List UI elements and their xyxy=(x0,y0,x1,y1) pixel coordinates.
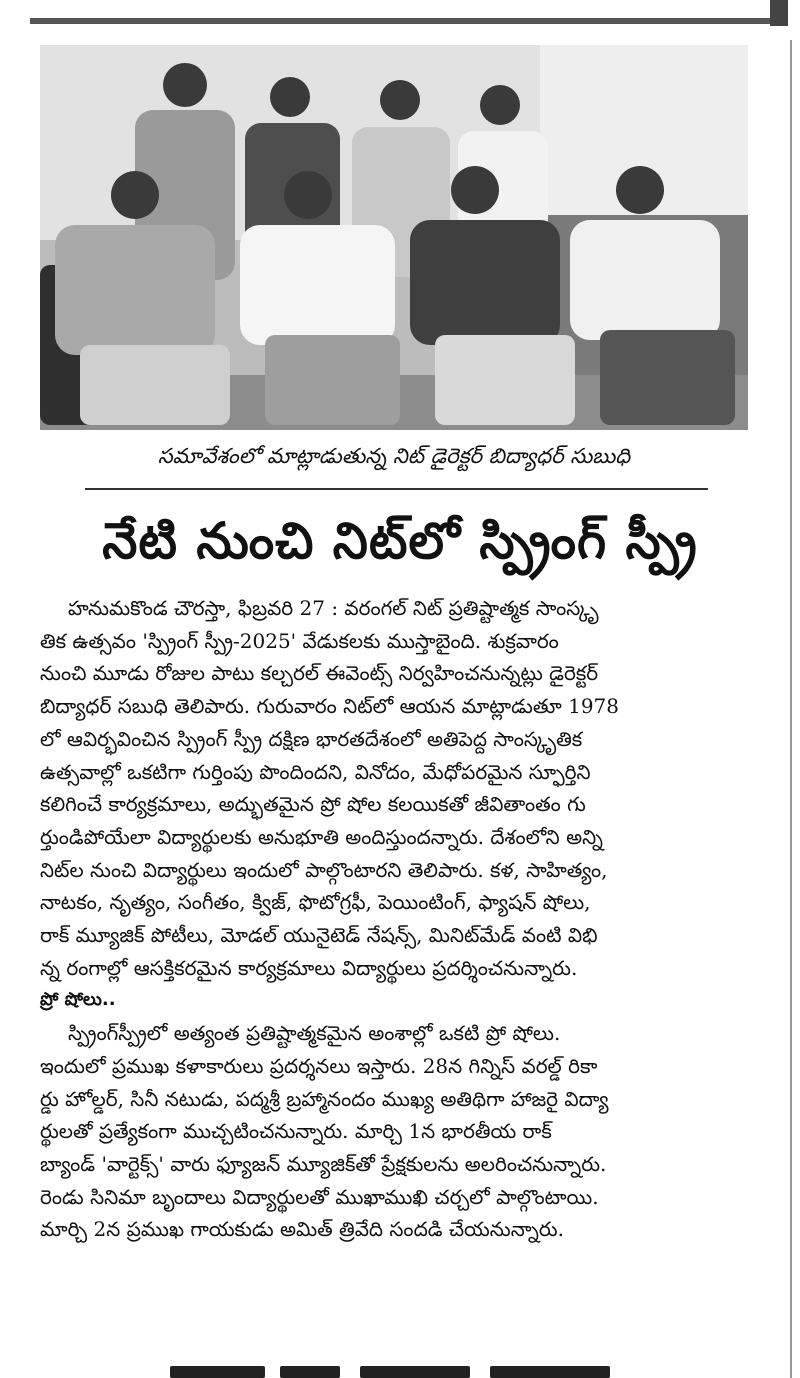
body-line: లో ఆవిర్భవించిన స్ప్రింగ్ స్ప్రీ దక్షిణ భారతదేశంలో అతిపెద్ద సాంస్కృతిక xyxy=(40,726,583,751)
body-line: ఉత్సవాల్లో ఒకటిగా గుర్తింపు పొందిందని, వినోదం, మేధోపరమైన స్ఫూర్తిని xyxy=(40,759,591,784)
body-line: బిద్యాధర్ సబుధి తెలిపారు. గురువారం నిట్‌లో ఆయన మాట్లాడుతూ 1978 xyxy=(40,694,619,719)
subheading: ప్రో షోలు.. xyxy=(40,989,116,1011)
article-body xyxy=(40,592,760,1246)
body-line: ర్తుండిపోయేలా విద్యార్థులకు అనుభూతి అందిస్తుందన్నారు. దేశంలోని అన్ని xyxy=(40,824,603,849)
caption-divider xyxy=(85,488,708,490)
body-line: రాక్ మ్యూజిక్ పోటీలు, మోడల్ యునైటెడ్ నేషన్స్, మినిట్‌మేడ్ వంటి విభి xyxy=(40,923,598,948)
cut-off-text-fragment xyxy=(490,1366,610,1378)
cut-off-text-fragment xyxy=(170,1366,265,1378)
photo-caption: సమావేశంలో మాట్లాడుతున్న నిట్ డైరెక్టర్ బిద్యాధర్ సుబుధి xyxy=(157,444,631,468)
body-line: నాటకం, నృత్యం, సంగీతం, క్విజ్, ఫొటోగ్రఫీ, పెయింటింగ్, ఫ్యాషన్ షోలు, xyxy=(40,890,591,915)
body-line: మార్చి 2న ప్రముఖ గాయకుడు అమిత్ త్రివేది సందడి చేయనున్నారు. xyxy=(40,1217,564,1242)
body-line: ఇందులో ప్రముఖ కళాకారులు ప్రదర్శనలు ఇస్తారు. 28న గిన్నిస్ వరల్డ్ రికా xyxy=(40,1053,598,1078)
top-rule-end xyxy=(770,0,788,26)
body-line: హనుమకొండ చౌరస్తా, ఫిబ్రవరి 27 : వరంగల్ నిట్ ప్రతిష్టాత్మక సాంస్కృ xyxy=(68,596,599,620)
body-line: నుంచి మూడు రోజుల పాటు కల్చరల్ ఈవెంట్స్ నిర్వహించనున్నట్లు డైరెక్టర్ xyxy=(40,661,599,686)
column-divider xyxy=(790,40,792,1378)
body-line: ర్డు హోల్డర్, సినీ నటుడు, పద్మశ్రీ బ్రహ్మానందం ముఖ్య అతిథిగా హాజరై విద్యా xyxy=(40,1086,609,1111)
body-line: న్న రంగాల్లో ఆసక్తికరమైన కార్యక్రమాలు విద్యార్థులు ప్రదర్శించనున్నారు. xyxy=(40,955,578,980)
group-photo-icon xyxy=(40,45,748,430)
body-line: తిక ఉత్సవం 'స్ప్రింగ్ స్ప్రీ-2025' వేడుకలకు ముస్తాబైంది. శుక్రవారం xyxy=(40,628,559,653)
cut-off-text-fragment xyxy=(280,1366,340,1378)
headline: నేటి నుంచి నిట్‌లో స్ప్రింగ్ స్ప్రీ xyxy=(102,512,698,570)
body-line: కలిగించే కార్యక్రమాలు, అద్భుతమైన ప్రో షోల కలయికతో జీవితాంతం గు xyxy=(40,792,586,817)
top-rule xyxy=(30,18,788,24)
body-line: బ్యాండ్ 'వార్టెక్స్' వారు ఫ్యూజన్ మ్యూజిక్‌తో ప్రేక్షకులను అలరించనున్నారు. xyxy=(40,1151,607,1176)
news-photo xyxy=(40,45,748,430)
body-line: ర్థులతో ప్రత్యేకంగా ముచ్చటించనున్నారు. మార్చి 1న భారతీయ రాక్ xyxy=(40,1119,552,1144)
body-line: నిట్‌ల నుంచి విద్యార్థులు ఇందులో పాల్గొంటారని తెలిపారు. కళ, సాహిత్యం, xyxy=(40,857,608,882)
cut-off-text-fragment xyxy=(360,1366,470,1378)
body-line: రెండు సినిమా బృందాలు విద్యార్థులతో ముఖాముఖి చర్చలో పాల్గొంటాయి. xyxy=(40,1184,599,1209)
body-line: స్ప్రింగ్‌స్ప్రీలో అత్యంత ప్రతిష్టాత్మకమైన అంశాల్లో ఒకటి ప్రో షోలు. xyxy=(68,1021,561,1046)
